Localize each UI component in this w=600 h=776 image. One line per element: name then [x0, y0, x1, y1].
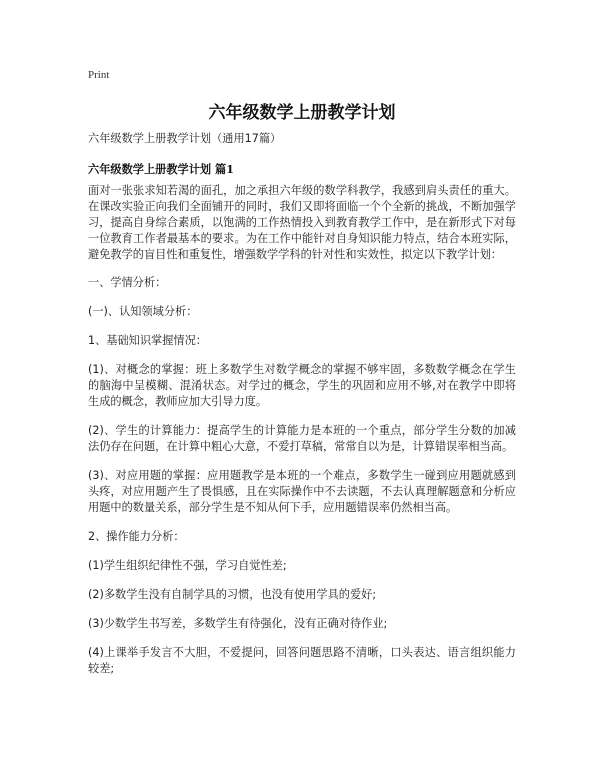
paragraph: (3)、对应用题的掌握：应用题教学是本班的一个难点，多数学生一碰到应用题就感到头疼，对应用题产生了畏惧感，且在实际操作中不去读题，不去认真理解题意和分析应用题中的数量关系，部分学生是不知从何下手，应用题错误率仍然相当高。: [88, 469, 516, 514]
paragraph: 一、学情分析：: [88, 276, 167, 289]
paragraph: (3)少数学生书写差，多数学生有待强化，没有正确对待作业;: [88, 617, 388, 630]
paragraph: (4)上课举手发言不大胆，不爱提问，回答问题思路不清晰，口头表达、语言组织能力较差;: [88, 646, 516, 675]
print-label[interactable]: Print: [88, 69, 110, 81]
paragraph: 1、基础知识掌握情况：: [88, 334, 207, 347]
paragraph: (一)、认知领域分析：: [88, 305, 198, 318]
section-heading: 六年级数学上册教学计划 篇1: [88, 162, 234, 176]
document-body: [88, 131, 516, 690]
document-subtitle: 六年级数学上册教学计划（通用17篇）: [88, 132, 282, 145]
paragraph: (2)多数学生没有自制学具的习惯，也没有使用学具的爱好;: [88, 588, 377, 601]
paragraph: 2、操作能力分析：: [88, 530, 185, 543]
paragraph-intro: 面对一张张求知若渴的面孔，加之承担六年级的数学科教学，我感到肩头责任的重大。在课改实验正向我们全面铺开的同时，我们又即将面临一个个全新的挑战，不断加强学习，提高自身综合素质，以饱满的工作热情投入到教育教学工作中，是在新形式下对每一位教育工作者最基本的要求。为在工作中能针对自身知识能力特点，结合本班实际，避免教学的盲目性和重复性，增强数学学科的针对性和实效性，拟定以下教学计划：: [88, 184, 516, 261]
paragraph: (1)、对概念的掌握：班上多数学生对数学概念的掌握不够牢固，多数数学概念在学生的脑海中呈模糊、混淆状态。对学过的概念，学生的巩固和应用不够,对在教学中即将生成的概念，教师应加大引导力度。: [88, 363, 516, 408]
document-title: 六年级数学上册教学计划: [208, 103, 396, 123]
paragraph: (2)、学生的计算能力：提高学生的计算能力是本班的一个重点，部分学生分数的加减法仍存在问题，在计算中粗心大意，不爱打草稿，常常自以为是，计算错误率相当高。: [88, 424, 516, 453]
paragraph: (1)学生组织纪律性不强，学习自觉性差;: [88, 559, 287, 572]
